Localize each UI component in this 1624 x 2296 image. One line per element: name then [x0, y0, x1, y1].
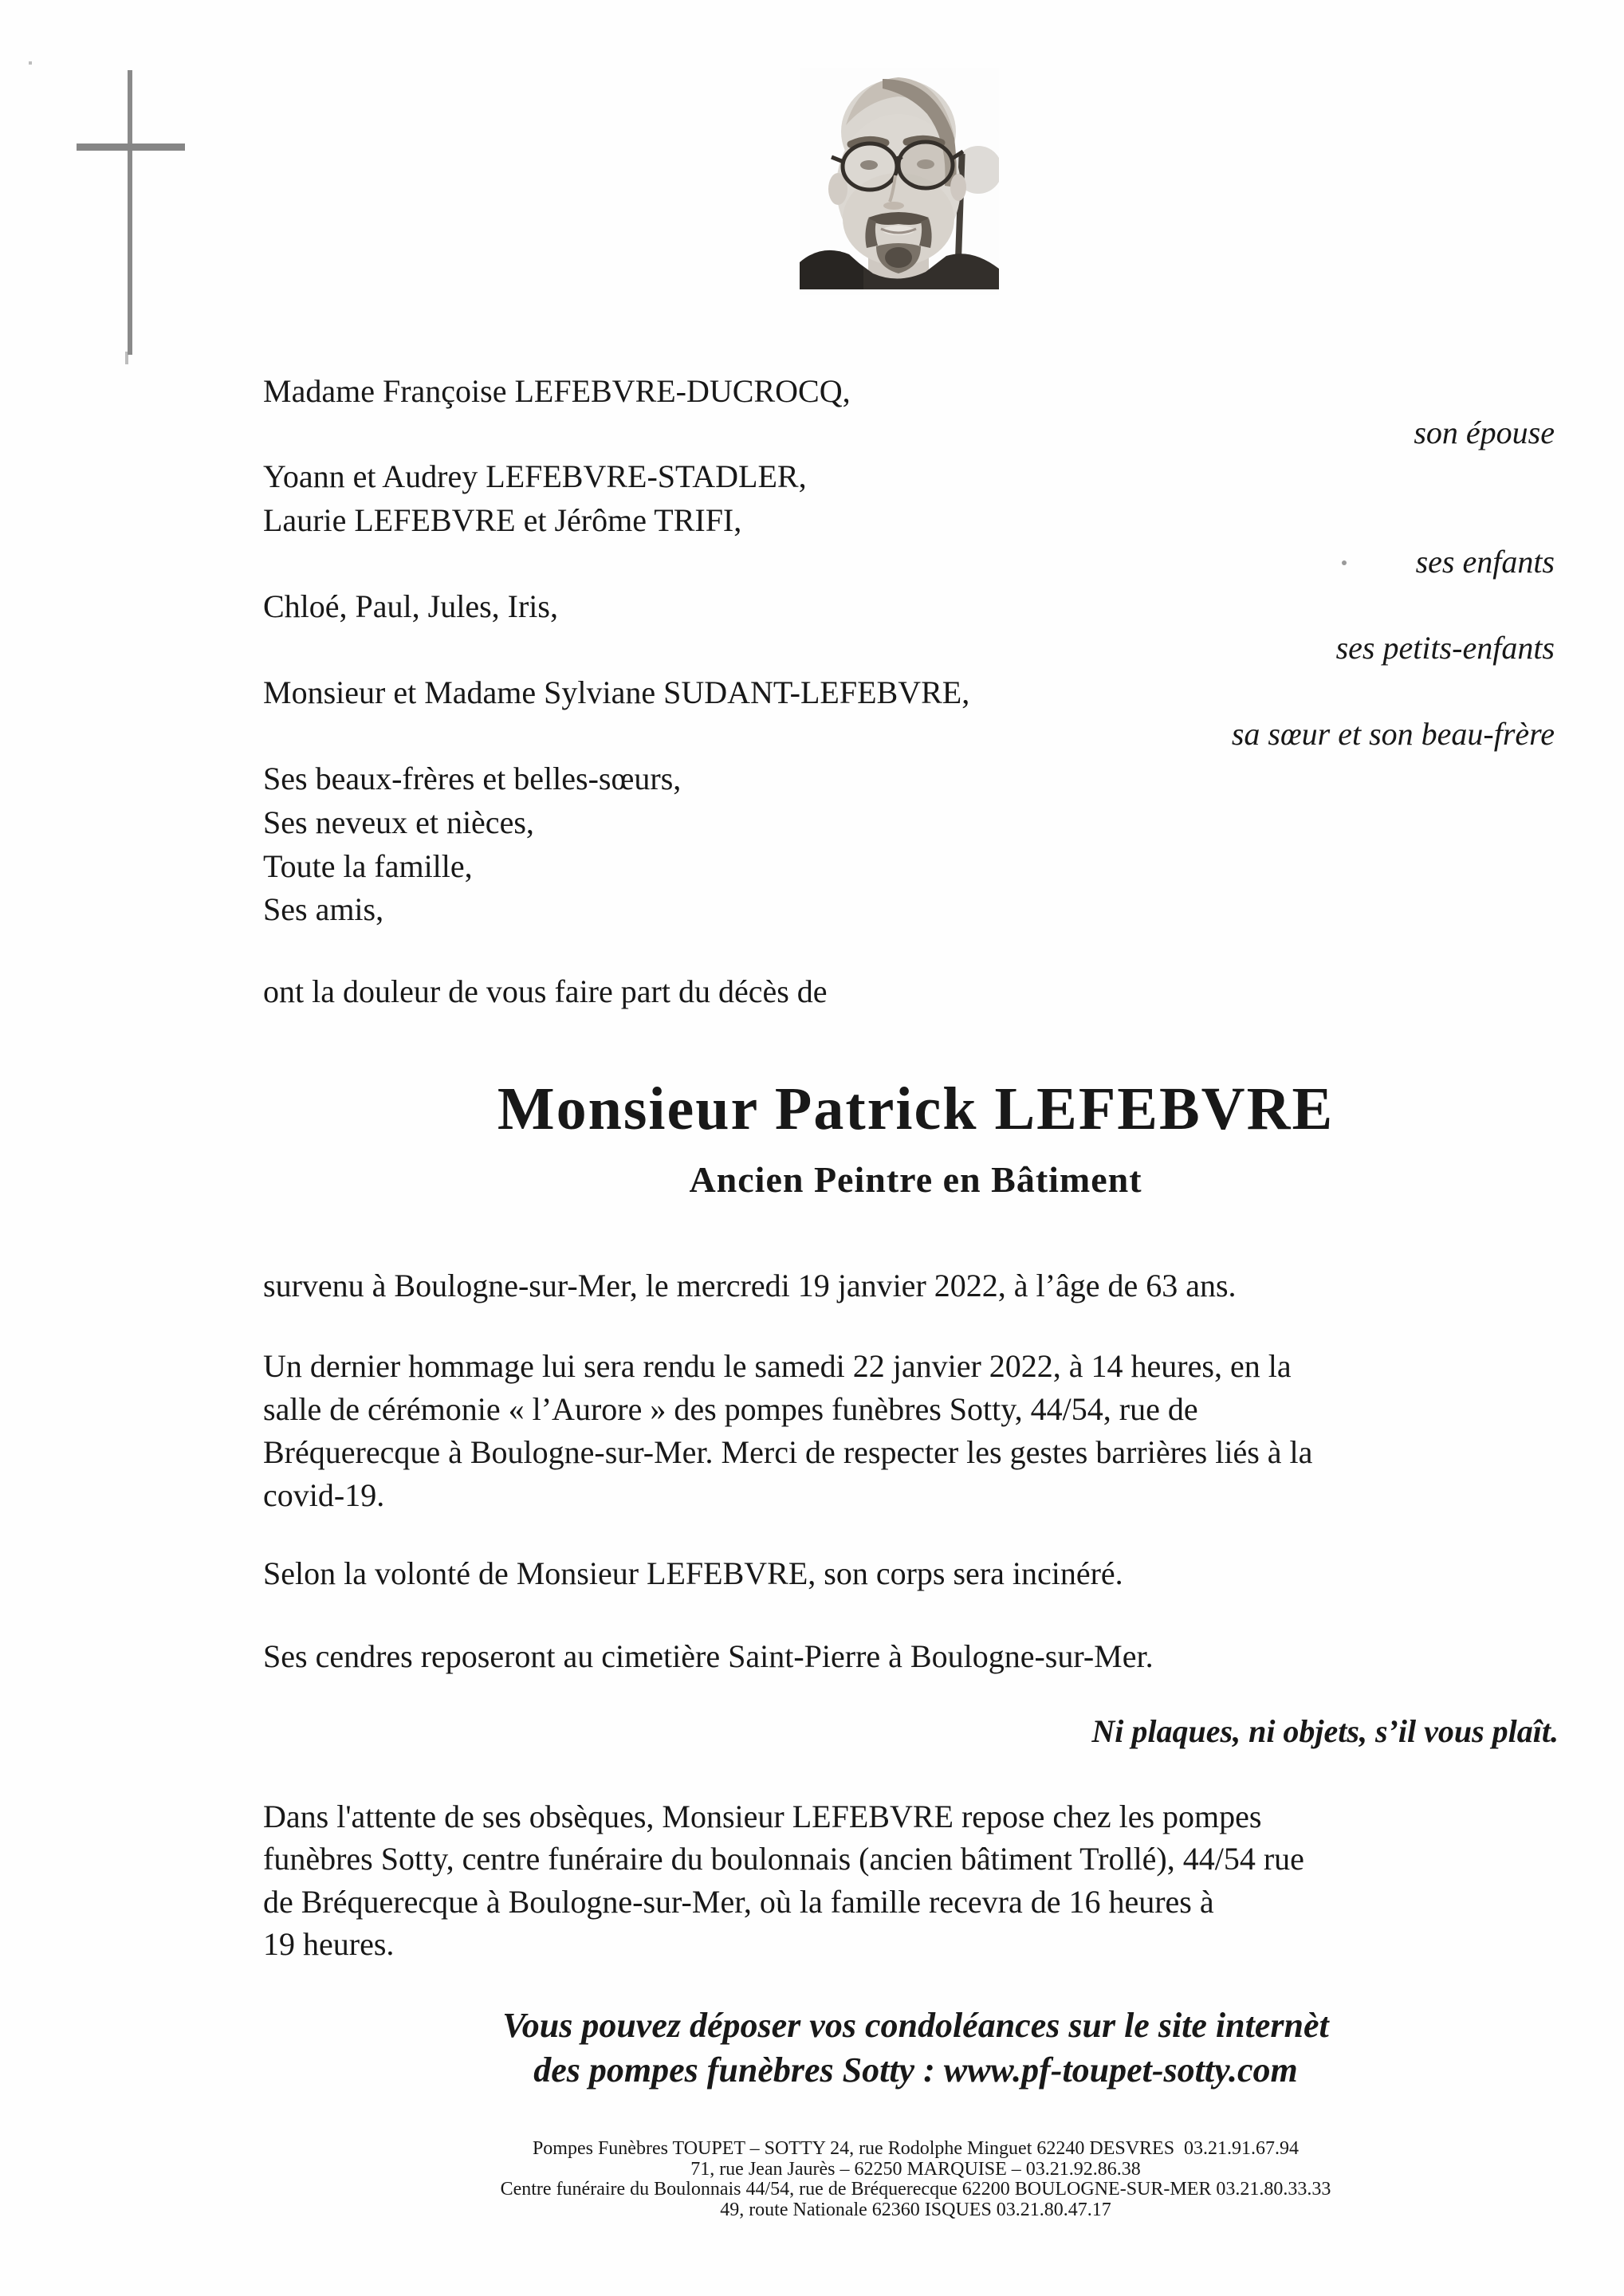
family-line-inlaws: Ses beaux-frères et belles-sœurs,: [263, 761, 682, 796]
cremation-line: Selon la volonté de Monsieur LEFEBVRE, son corps sera incinéré.: [263, 1555, 1123, 1591]
family-line-friends: Ses amis,: [263, 891, 384, 927]
footer-address-line: 49, route Nationale 62360 ISQUES 03.21.80.47.17: [720, 2200, 1111, 2220]
family-line-wife: Madame Françoise LEFEBVRE-DUCROCQ,: [263, 373, 851, 409]
footer-address-line: 71, rue Jean Jaurès – 62250 MARQUISE – 03.21.92.86.38: [690, 2159, 1141, 2180]
relation-label-spouse: son épouse: [1414, 415, 1555, 450]
repose-paragraph-line: 19 heures.: [263, 1926, 395, 1962]
family-line-nephews: Ses neveux et nièces,: [263, 804, 534, 840]
condolences-line-1: Vous pouvez déposer vos condoléances sur le site internèt: [502, 2006, 1329, 2045]
relation-label-children: ses enfants: [1415, 544, 1555, 580]
deceased-occupation: Ancien Peintre en Bâtiment: [689, 1159, 1142, 1200]
relation-label-grandchildren: ses petits-enfants: [1335, 630, 1555, 666]
footer-address-line: Centre funéraire du Boulonnais 44/54, rue de Bréquerecque 62200 BOULOGNE-SUR-MER 03.21.80.33.33: [500, 2179, 1331, 2200]
cross-horizontal-bar: [77, 144, 185, 151]
homage-paragraph-line: Bréquerecque à Boulogne-sur-Mer. Merci de respecter les gestes barrières liés à la: [263, 1434, 1313, 1470]
footer-address-line: Pompes Funèbres TOUPET – SOTTY 24, rue Rodolphe Minguet 62240 DESVRES 03.21.91.67.94: [532, 2138, 1300, 2159]
deceased-name-title: Monsieur Patrick LEFEBVRE: [497, 1075, 1335, 1142]
cross-vertical-bar: [128, 70, 132, 355]
death-details-line: survenu à Boulogne-sur-Mer, le mercredi 19 janvier 2022, à l’âge de 63 ans.: [263, 1268, 1237, 1303]
ashes-line: Ses cendres reposeront au cimetière Saint-Pierre à Boulogne-sur-Mer.: [263, 1638, 1154, 1674]
relation-label-sister: sa sœur et son beau-frère: [1231, 716, 1555, 752]
repose-paragraph-line: Dans l'attente de ses obsèques, Monsieur LEFEBVRE repose chez les pompes: [263, 1799, 1262, 1834]
scan-dot: [1342, 560, 1347, 565]
repose-paragraph-line: de Bréquerecque à Boulogne-sur-Mer, où la famille recevra de 16 heures à: [263, 1884, 1214, 1920]
repose-paragraph-line: funèbres Sotty, centre funéraire du boulonnais (ancien bâtiment Trollé), 44/54 rue: [263, 1841, 1304, 1877]
family-line-children-1: Yoann et Audrey LEFEBVRE-STADLER,: [263, 458, 807, 494]
family-line-sister: Monsieur et Madame Sylviane SUDANT-LEFEBVRE,: [263, 674, 970, 710]
family-line-children-2: Laurie LEFEBVRE et Jérôme TRIFI,: [263, 502, 742, 538]
family-line-grandchildren: Chloé, Paul, Jules, Iris,: [263, 588, 558, 624]
homage-paragraph-line: covid-19.: [263, 1477, 385, 1513]
no-plaques-request: Ni plaques, ni objets, s’il vous plaît.: [1091, 1713, 1559, 1749]
condolences-line-2: des pompes funèbres Sotty : www.pf-toupet-sotty.com: [533, 2050, 1298, 2090]
homage-paragraph-line: salle de cérémonie « l’Aurore » des pompes funèbres Sotty, 44/54, rue de: [263, 1391, 1198, 1427]
homage-paragraph-line: Un dernier hommage lui sera rendu le samedi 22 janvier 2022, à 14 heures, en la: [263, 1348, 1292, 1384]
deceased-photo: [800, 68, 999, 295]
family-line-whole-family: Toute la famille,: [263, 848, 473, 884]
announcement-line: ont la douleur de vous faire part du décès de: [263, 973, 828, 1009]
scan-speck: [29, 61, 32, 65]
